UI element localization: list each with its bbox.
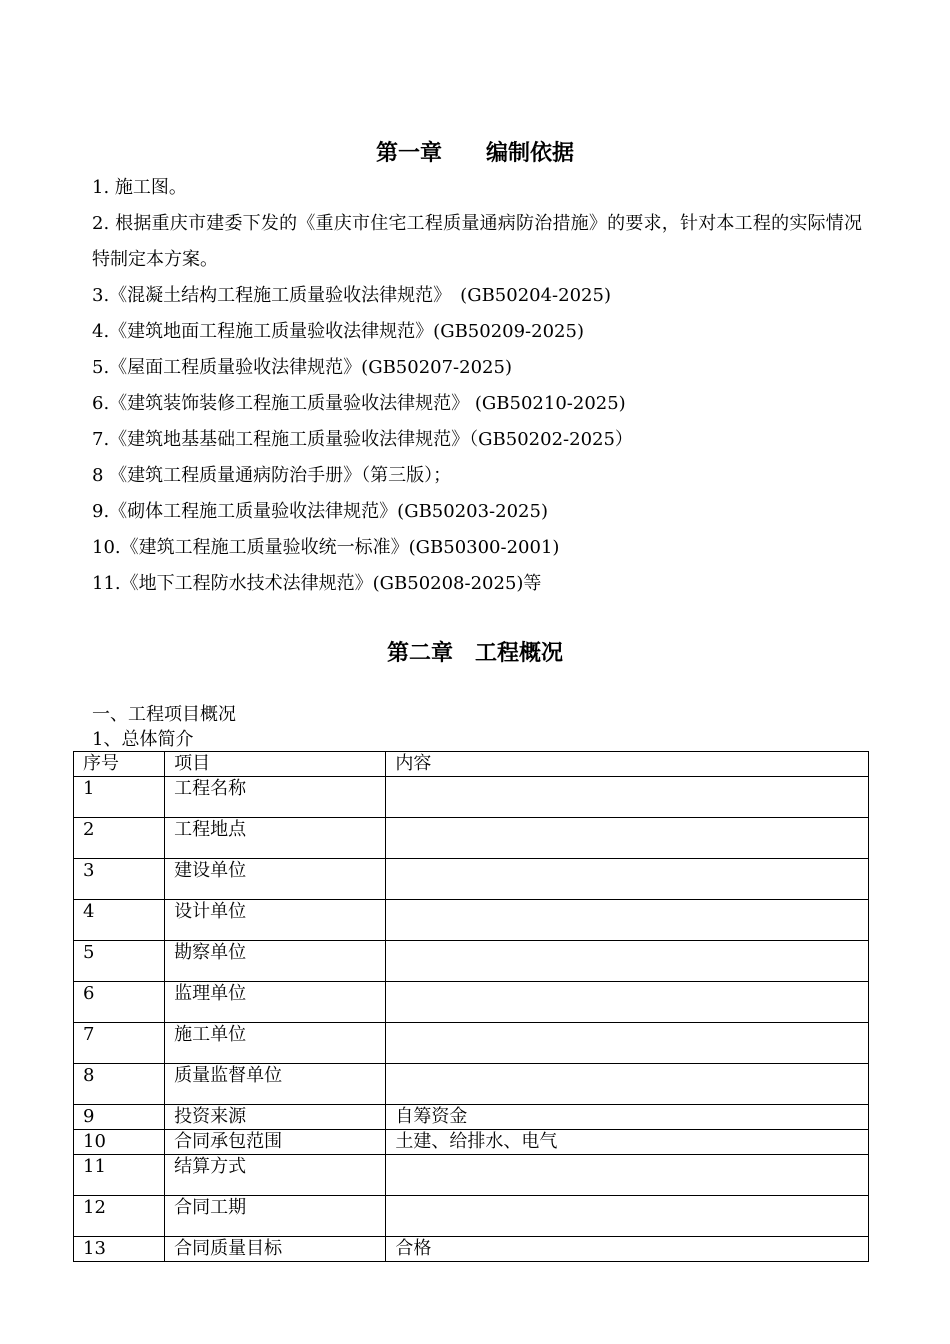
cell-item: 工程名称 bbox=[165, 777, 386, 818]
cell-content bbox=[386, 1155, 869, 1196]
table-row bbox=[74, 818, 869, 859]
chapter-2-title: 第二章 工程概况 bbox=[386, 641, 563, 666]
cell-no: 2 bbox=[74, 818, 165, 859]
table-row bbox=[74, 941, 869, 982]
cell-item: 勘察单位 bbox=[165, 941, 386, 982]
basis-item-8: 8 《建筑工程质量通病防治手册》（第三版）； bbox=[92, 465, 452, 486]
table-row bbox=[74, 1105, 869, 1130]
cell-item: 监理单位 bbox=[165, 982, 386, 1023]
cell-item: 质量监督单位 bbox=[165, 1064, 386, 1105]
cell-content bbox=[386, 859, 869, 900]
header-content: 内容 bbox=[386, 752, 869, 777]
table-row bbox=[74, 982, 869, 1023]
cell-no: 1 bbox=[74, 777, 165, 818]
cell-no: 9 bbox=[74, 1105, 165, 1130]
subsection-heading: 1、总体简介 bbox=[92, 729, 194, 750]
basis-list bbox=[92, 170, 862, 602]
header-no: 序号 bbox=[74, 752, 165, 777]
cell-item: 投资来源 bbox=[165, 1105, 386, 1130]
cell-content: 土建、给排水、电气 bbox=[386, 1130, 869, 1155]
cell-content bbox=[386, 777, 869, 818]
table-row bbox=[74, 1237, 869, 1262]
cell-no: 7 bbox=[74, 1023, 165, 1064]
cell-no: 3 bbox=[74, 859, 165, 900]
cell-item: 建设单位 bbox=[165, 859, 386, 900]
table-row bbox=[74, 1196, 869, 1237]
table-row bbox=[74, 900, 869, 941]
cell-content: 合格 bbox=[386, 1237, 869, 1262]
basis-item-10: 10.《建筑工程施工质量验收统一标准》(GB50300-2001) bbox=[92, 537, 560, 558]
cell-content bbox=[386, 818, 869, 859]
basis-item-6: 6.《建筑装饰装修工程施工质量验收法律规范》 (GB50210-2025) bbox=[92, 393, 626, 414]
basis-item-5: 5.《屋面工程质量验收法律规范》(GB50207-2025) bbox=[92, 357, 512, 378]
cell-content bbox=[386, 1196, 869, 1237]
basis-item-4: 4.《建筑地面工程施工质量验收法律规范》(GB50209-2025) bbox=[92, 321, 584, 342]
table-row bbox=[74, 859, 869, 900]
cell-no: 13 bbox=[74, 1237, 165, 1262]
project-overview-table bbox=[73, 751, 869, 1262]
cell-no: 10 bbox=[74, 1130, 165, 1155]
cell-item: 合同工期 bbox=[165, 1196, 386, 1237]
cell-no: 8 bbox=[74, 1064, 165, 1105]
cell-item: 结算方式 bbox=[165, 1155, 386, 1196]
table-row bbox=[74, 1130, 869, 1155]
basis-item-1: 1. 施工图。 bbox=[92, 177, 187, 198]
section-heading: 一、工程项目概况 bbox=[92, 704, 236, 725]
cell-content bbox=[386, 982, 869, 1023]
cell-no: 12 bbox=[74, 1196, 165, 1237]
cell-no: 5 bbox=[74, 941, 165, 982]
table-row bbox=[74, 777, 869, 818]
basis-item-11: 11.《地下工程防水技术法律规范》(GB50208-2025)等 bbox=[92, 573, 542, 594]
table-row bbox=[74, 1064, 869, 1105]
basis-item-3: 3.《混凝土结构工程施工质量验收法律规范》 (GB50204-2025) bbox=[92, 285, 611, 306]
cell-item: 设计单位 bbox=[165, 900, 386, 941]
cell-no: 11 bbox=[74, 1155, 165, 1196]
cell-content: 自筹资金 bbox=[386, 1105, 869, 1130]
cell-item: 工程地点 bbox=[165, 818, 386, 859]
table-row bbox=[74, 1023, 869, 1064]
basis-item-7: 7.《建筑地基基础工程施工质量验收法律规范》（GB50202-2025） bbox=[92, 429, 633, 450]
cell-no: 4 bbox=[74, 900, 165, 941]
cell-item: 施工单位 bbox=[165, 1023, 386, 1064]
header-item: 项目 bbox=[165, 752, 386, 777]
table-row bbox=[74, 1155, 869, 1196]
cell-content bbox=[386, 1023, 869, 1064]
cell-content bbox=[386, 1064, 869, 1105]
cell-content bbox=[386, 941, 869, 982]
basis-item-2: 2. 根据重庆市建委下发的《重庆市住宅工程质量通病防治措施》的要求，针对本工程的实际情况特制定本方案。 bbox=[92, 213, 862, 270]
chapter-1-title: 第一章 编制依据 bbox=[375, 141, 574, 166]
basis-item-9: 9.《砌体工程施工质量验收法律规范》(GB50203-2025) bbox=[92, 501, 548, 522]
cell-content bbox=[386, 900, 869, 941]
cell-item: 合同质量目标 bbox=[165, 1237, 386, 1262]
cell-item: 合同承包范围 bbox=[165, 1130, 386, 1155]
cell-no: 6 bbox=[74, 982, 165, 1023]
table-header-row bbox=[74, 752, 869, 777]
